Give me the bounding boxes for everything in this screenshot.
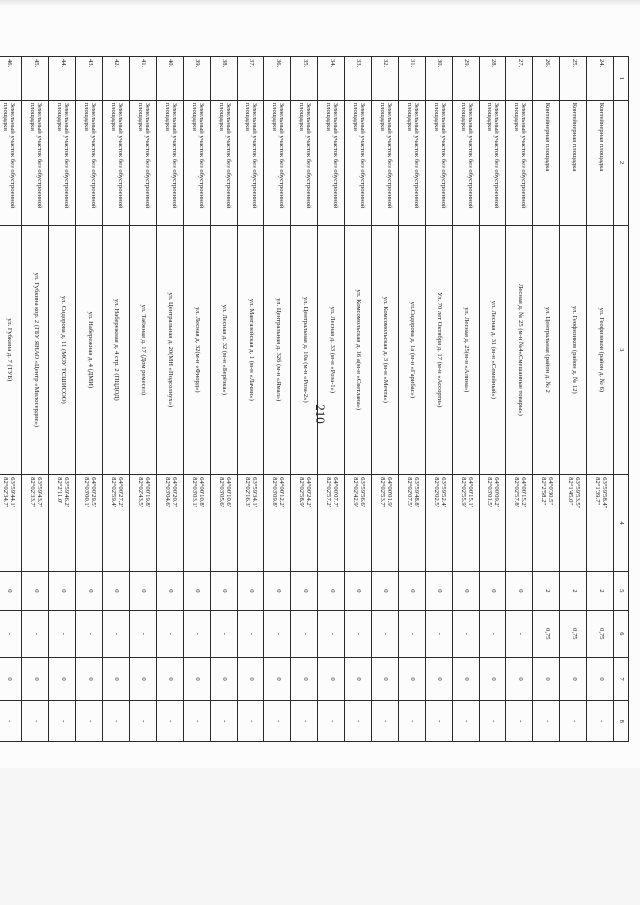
column-6-cell: 0,75: [533, 610, 560, 657]
latitude-text: 64°00'09.2': [493, 477, 501, 507]
column-8-cell: -: [479, 701, 506, 742]
coordinates-cell: [129, 475, 156, 572]
address-cell: ул. Мангазейская д. 1 (м-н «Лачин»): [237, 225, 264, 475]
longitude-text: 82°03'01.5': [486, 477, 494, 507]
site-type-cell: Земельный участок без обустроенной площадки: [452, 100, 479, 225]
column-7-cell: 0: [183, 657, 210, 701]
row-number-cell: 42.: [103, 57, 130, 101]
row-number-cell: 31.: [398, 57, 425, 101]
column-7-cell: 0: [264, 657, 291, 701]
row-number-cell: 41.: [129, 57, 156, 101]
column-7-cell: 0: [0, 657, 22, 701]
column-7-cell: 0: [103, 657, 130, 701]
column-6-cell: -: [371, 610, 398, 657]
column-header: 1: [614, 57, 629, 101]
coordinates-cell: [103, 475, 130, 572]
coordinates-cell: [0, 475, 22, 572]
table-row: [533, 57, 560, 742]
column-8-cell: -: [103, 701, 130, 742]
latitude-text: 64°00'19.8': [143, 477, 151, 507]
column-6-cell: -: [49, 610, 76, 657]
longitude-text: 82°02'42.9': [352, 477, 360, 507]
column-8-cell: -: [49, 701, 76, 742]
column-5-cell: 0: [0, 571, 22, 610]
row-number-cell: 37.: [237, 57, 264, 101]
address-cell: ул. Геофизиков (район д. № 12): [560, 225, 587, 475]
column-6-cell: -: [479, 610, 506, 657]
site-type-cell: Земельный участок без обустроенной площадки: [264, 100, 291, 225]
address-cell: Ул. 70 лет Октября д. 17 (м-н «Ассорти»): [425, 225, 452, 475]
column-header: 5: [614, 571, 629, 610]
column-7-cell: 0: [345, 657, 372, 701]
table-row: [76, 57, 103, 742]
column-6-cell: -: [425, 610, 452, 657]
column-header: 8: [614, 701, 629, 742]
coordinates-cell: [76, 475, 103, 572]
column-6-cell: -: [103, 610, 130, 657]
coordinates-cell: [237, 475, 264, 572]
latitude-text: 64°00'01.9': [385, 477, 393, 507]
address-cell: ул. Набережная д. 4 (ДМИ): [76, 225, 103, 475]
longitude-text: 82°02'02.5': [432, 477, 440, 507]
latitude-text: 63°59'43.7': [36, 477, 44, 507]
address-cell: ул. Губкина д. 7 (ТУБ): [0, 225, 22, 475]
row-number-cell: 44.: [49, 57, 76, 101]
column-8-cell: -: [22, 701, 49, 742]
sites-table: [0, 56, 629, 742]
column-5-cell: 0: [237, 571, 264, 610]
site-type-cell: Земельный участок без обустроенной площадки: [398, 100, 425, 225]
longitude-text: 82°02'07.5': [405, 477, 413, 507]
coordinates-cell: [452, 475, 479, 572]
column-7-cell: 0: [129, 657, 156, 701]
table-row: [22, 57, 49, 742]
column-6-cell: -: [76, 610, 103, 657]
coordinates-cell: [183, 475, 210, 572]
column-8-cell: -: [425, 701, 452, 742]
address-cell: ул. Лесная д. 31 (м-н «Семейный»): [479, 225, 506, 475]
column-5-cell: 0: [479, 571, 506, 610]
longitude-text: 82°03'00.1': [83, 477, 91, 507]
row-number-cell: 38.: [210, 57, 237, 101]
table-row: [371, 57, 398, 742]
longitude-text: 82°02'57.8': [513, 477, 521, 507]
column-6-cell: -: [506, 610, 533, 657]
coordinates-cell: [49, 475, 76, 572]
site-type-cell: Земельный участок без обустроенной площадки: [371, 100, 398, 225]
site-type-cell: Земельный участок без обустроенной площадки: [129, 100, 156, 225]
address-cell: ул. Геофизиков (район д. № 6): [587, 225, 614, 475]
site-type-cell: Контейнерная площадка: [560, 100, 587, 225]
column-header: 6: [614, 610, 629, 657]
table-row: [156, 57, 183, 742]
address-cell: ул. Лесная д. 32 (м-н «Берёзка»): [210, 225, 237, 475]
table-row: [129, 57, 156, 742]
column-8-cell: -: [398, 701, 425, 742]
column-7-cell: 0: [76, 657, 103, 701]
column-header: 4: [614, 475, 629, 572]
coordinates-cell: [22, 475, 49, 572]
longitude-text: 82°02'53.7': [378, 477, 386, 507]
row-number-cell: 45.: [22, 57, 49, 101]
column-7-cell: 0: [49, 657, 76, 701]
table-row: [479, 57, 506, 742]
table-row: [183, 57, 210, 742]
column-6-cell: -: [264, 610, 291, 657]
site-type-cell: Земельный участок без обустроенной площадки: [291, 100, 318, 225]
row-number-cell: 36.: [264, 57, 291, 101]
row-number-cell: 28.: [479, 57, 506, 101]
longitude-text: 82°02'43.5': [136, 477, 144, 507]
row-number-cell: 33.: [345, 57, 372, 101]
column-5-cell: 0: [22, 571, 49, 610]
column-5-cell: 2: [533, 571, 560, 610]
column-6-cell: -: [0, 610, 22, 657]
column-6-cell: -: [318, 610, 345, 657]
column-5-cell: 0: [398, 571, 425, 610]
site-type-cell: Земельный участок без обустроенной площадки: [156, 100, 183, 225]
row-number-cell: 43.: [76, 57, 103, 101]
longitude-text: 82°02'55.9': [459, 477, 467, 507]
column-6-cell: -: [22, 610, 49, 657]
column-header: 3: [614, 225, 629, 475]
column-5-cell: 0: [506, 571, 533, 610]
column-header: 2: [614, 100, 629, 225]
table-row: [237, 57, 264, 742]
column-5-cell: 0: [76, 571, 103, 610]
column-5-cell: 0: [318, 571, 345, 610]
table-row: [49, 57, 76, 742]
longitude-text: 82°1'39.7": [594, 477, 602, 506]
coordinates-cell: [533, 475, 560, 572]
latitude-text: 63°59'46.2': [63, 477, 71, 507]
longitude-text: 82°2'58.2": [540, 477, 548, 506]
address-cell: ул. Набережная д. 4 стр. 2 (ПЦДОД): [103, 225, 130, 475]
site-type-cell: Земельный участок без обустроенной площадки: [479, 100, 506, 225]
column-8-cell: -: [129, 701, 156, 742]
column-6-cell: -: [345, 610, 372, 657]
coordinates-cell: [479, 475, 506, 572]
row-number-cell: 46.: [0, 57, 22, 101]
column-7-cell: 0: [533, 657, 560, 701]
coordinates-cell: [587, 475, 614, 572]
coordinates-cell: [345, 475, 372, 572]
column-8-cell: -: [237, 701, 264, 742]
latitude-text: 63°59'44.1': [9, 477, 17, 507]
latitude-text: 63°59'52.4': [439, 477, 447, 507]
address-cell: ул. Лесная д. 32(м-н «Фиорд»): [183, 225, 210, 475]
site-type-cell: Земельный участок без обустроенной площадки: [425, 100, 452, 225]
rotated-table-container: [2, 56, 629, 742]
column-8-cell: -: [371, 701, 398, 742]
column-7-cell: 0: [318, 657, 345, 701]
coordinates-cell: [371, 475, 398, 572]
latitude-text: 64°00'07.7': [332, 477, 340, 507]
row-number-cell: 25.: [560, 57, 587, 101]
coordinates-cell: [506, 475, 533, 572]
column-6-cell: -: [183, 610, 210, 657]
column-6-cell: -: [237, 610, 264, 657]
longitude-text: 82°02'59.4': [110, 477, 118, 507]
column-5-cell: 0: [129, 571, 156, 610]
scan-top-shadow: [0, 0, 640, 6]
coordinates-cell: [264, 475, 291, 572]
latitude-text: 64°00'20.7': [170, 477, 178, 507]
row-number-cell: 26.: [533, 57, 560, 101]
column-5-cell: 0: [425, 571, 452, 610]
column-7-cell: 0: [371, 657, 398, 701]
row-number-cell: 27.: [506, 57, 533, 101]
column-7-cell: 0: [22, 657, 49, 701]
column-7-cell: 0: [506, 657, 533, 701]
latitude-text: 63°59'48.8': [412, 477, 420, 507]
scan-bottom-margin: [0, 768, 640, 905]
longitude-text: 82°02'57.2': [325, 477, 333, 507]
latitude-text: 64°00'10.8': [197, 477, 205, 507]
address-cell: ул. Лесная д. 25(м-н «Алина»): [452, 225, 479, 475]
coordinates-cell: [291, 475, 318, 572]
column-5-cell: 0: [291, 571, 318, 610]
table-row: [398, 57, 425, 742]
column-5-cell: 0: [345, 571, 372, 610]
column-8-cell: -: [533, 701, 560, 742]
latitude-text: 64°00'15.2': [520, 477, 528, 507]
latitude-text: 64°00'15.1': [466, 477, 474, 507]
column-8-cell: -: [345, 701, 372, 742]
table-row: [560, 57, 587, 742]
column-header: 7: [614, 657, 629, 701]
column-5-cell: 2: [587, 571, 614, 610]
column-6-cell: -: [210, 610, 237, 657]
column-5-cell: 0: [264, 571, 291, 610]
latitude-text: 64°00'12.2': [278, 477, 286, 507]
table-row: [210, 57, 237, 742]
site-type-cell: Земельный участок без обустроенной площадки: [0, 100, 22, 225]
row-number-cell: 32.: [371, 57, 398, 101]
address-cell: ул. Центральная (район д. № 2: [533, 225, 560, 475]
column-7-cell: 0: [398, 657, 425, 701]
table-row: [587, 57, 614, 742]
column-8-cell: -: [183, 701, 210, 742]
table-wrapper: [2, 56, 629, 742]
column-8-cell: -: [560, 701, 587, 742]
latitude-text: 64°0'30.5": [547, 477, 555, 506]
table-row: [345, 57, 372, 742]
table-row: [0, 57, 22, 742]
site-type-cell: Земельный участок без обустроенной площадки: [506, 100, 533, 225]
address-cell: ул. Центральная д. 20(МН «Подсолнух»): [156, 225, 183, 475]
longitude-text: 82°1'45.0": [567, 477, 575, 506]
latitude-text: 64°00'10.6': [224, 477, 232, 507]
site-type-cell: Земельный участок без обустроенной площадки: [237, 100, 264, 225]
column-7-cell: 0: [291, 657, 318, 701]
column-6-cell: -: [452, 610, 479, 657]
site-type-cell: Земельный участок без обустроенной площадки: [210, 100, 237, 225]
column-6-cell: 0,75: [587, 610, 614, 657]
table-header-row: [614, 57, 629, 742]
column-8-cell: -: [291, 701, 318, 742]
column-5-cell: 0: [103, 571, 130, 610]
longitude-text: 82°02'33.7': [29, 477, 37, 507]
column-5-cell: 0: [183, 571, 210, 610]
column-7-cell: 0: [452, 657, 479, 701]
row-number-cell: 29.: [452, 57, 479, 101]
column-7-cell: 0: [210, 657, 237, 701]
column-7-cell: 0: [479, 657, 506, 701]
site-type-cell: Земельный участок без обустроенной площадки: [183, 100, 210, 225]
column-7-cell: 0: [237, 657, 264, 701]
table-row: [425, 57, 452, 742]
coordinates-cell: [156, 475, 183, 572]
address-cell: ул. Комсомольская д. 16 а(м-н «Светлана»): [345, 225, 372, 475]
table-row: [264, 57, 291, 742]
table-row: [318, 57, 345, 742]
latitude-text: 64°00'27.2': [116, 477, 124, 507]
column-5-cell: 2: [560, 571, 587, 610]
latitude-text: 64°00'24.2': [305, 477, 313, 507]
row-number-cell: 24.: [587, 57, 614, 101]
column-8-cell: -: [264, 701, 291, 742]
column-8-cell: -: [587, 701, 614, 742]
table-row: [506, 57, 533, 742]
longitude-text: 82°02'58.9': [298, 477, 306, 507]
longitude-text: 82°02'16.3': [244, 477, 252, 507]
site-type-cell: Земельный участок без обустроенной площадки: [49, 100, 76, 225]
site-type-cell: Земельный участок без обустроенной площадки: [345, 100, 372, 225]
address-cell: Лесная д. № 25 (м-н №4«Смешанные товары»): [506, 225, 533, 475]
column-8-cell: -: [76, 701, 103, 742]
column-5-cell: 0: [210, 571, 237, 610]
column-6-cell: -: [156, 610, 183, 657]
latitude-text: 63°59'56.6': [358, 477, 366, 507]
column-6-cell: 0,75: [560, 610, 587, 657]
latitude-text: 63°59'58.4": [600, 477, 608, 509]
longitude-text: 82°03'04.6': [163, 477, 171, 507]
coordinates-cell: [210, 475, 237, 572]
column-8-cell: -: [0, 701, 22, 742]
address-cell: ул. Сидорова д. 11 (МОУ ТСШИСОО): [49, 225, 76, 475]
longitude-text: 82°03'09.8': [271, 477, 279, 507]
column-5-cell: 0: [49, 571, 76, 610]
latitude-text: 63°59'53.5": [574, 477, 582, 509]
address-cell: ул. Центральная д. 32б (м-н «Ямал»): [264, 225, 291, 475]
longitude-text: 82°03'03.1': [190, 477, 198, 507]
longitude-text: 82°02'34.7': [2, 477, 10, 507]
column-5-cell: 0: [452, 571, 479, 610]
column-5-cell: 0: [371, 571, 398, 610]
column-7-cell: 0: [156, 657, 183, 701]
column-8-cell: -: [318, 701, 345, 742]
site-type-cell: Земельный участок без обустроенной площадки: [318, 100, 345, 225]
column-7-cell: 0: [425, 657, 452, 701]
site-type-cell: Земельный участок без обустроенной площадки: [103, 100, 130, 225]
column-8-cell: -: [210, 701, 237, 742]
site-type-cell: Контейнерная площадка: [533, 100, 560, 225]
address-cell: ул. Лесная д. 33 (м-н «Роза-1»): [318, 225, 345, 475]
table-row: [291, 57, 318, 742]
site-type-cell: Земельный участок без обустроенной площадки: [76, 100, 103, 225]
coordinates-cell: [560, 475, 587, 572]
row-number-cell: 40.: [156, 57, 183, 101]
row-number-cell: 35.: [291, 57, 318, 101]
page-number: 210: [313, 404, 328, 424]
coordinates-cell: [425, 475, 452, 572]
column-5-cell: 0: [156, 571, 183, 610]
coordinates-cell: [318, 475, 345, 572]
column-6-cell: -: [129, 610, 156, 657]
address-cell: ул. Губкина кор. 2 (ГБУ ЯНАО «Центр «Милосердие»): [22, 225, 49, 475]
latitude-text: 63°59'34.1': [251, 477, 259, 507]
coordinates-cell: [398, 475, 425, 572]
site-type-cell: Земельный участок без обустроенной площадки: [22, 100, 49, 225]
column-7-cell: 0: [587, 657, 614, 701]
row-number-cell: 34.: [318, 57, 345, 101]
column-7-cell: 0: [560, 657, 587, 701]
column-6-cell: -: [291, 610, 318, 657]
address-cell: ул. Комсомольская д. 3 (м-н «Мечта»): [371, 225, 398, 475]
address-cell: ул. Центральная д. 10а (м-н «Роза-2»): [291, 225, 318, 475]
column-8-cell: -: [506, 701, 533, 742]
row-number-cell: 39.: [183, 57, 210, 101]
column-8-cell: -: [156, 701, 183, 742]
longitude-text: 82°2'11.0': [56, 477, 64, 504]
row-number-cell: 30.: [425, 57, 452, 101]
address-cell: ул. Таёжная д. 17 (Дом ремесел): [129, 225, 156, 475]
table-row: [103, 57, 130, 742]
site-type-cell: Контейнерная площадка: [587, 100, 614, 225]
longitude-text: 82°03'05.6': [217, 477, 225, 507]
column-8-cell: -: [452, 701, 479, 742]
address-cell: ул.Сидорова д. 1а (м-н «Гарибас»): [398, 225, 425, 475]
table-row: [452, 57, 479, 742]
column-6-cell: -: [398, 610, 425, 657]
latitude-text: 64°00'29.5': [90, 477, 98, 507]
